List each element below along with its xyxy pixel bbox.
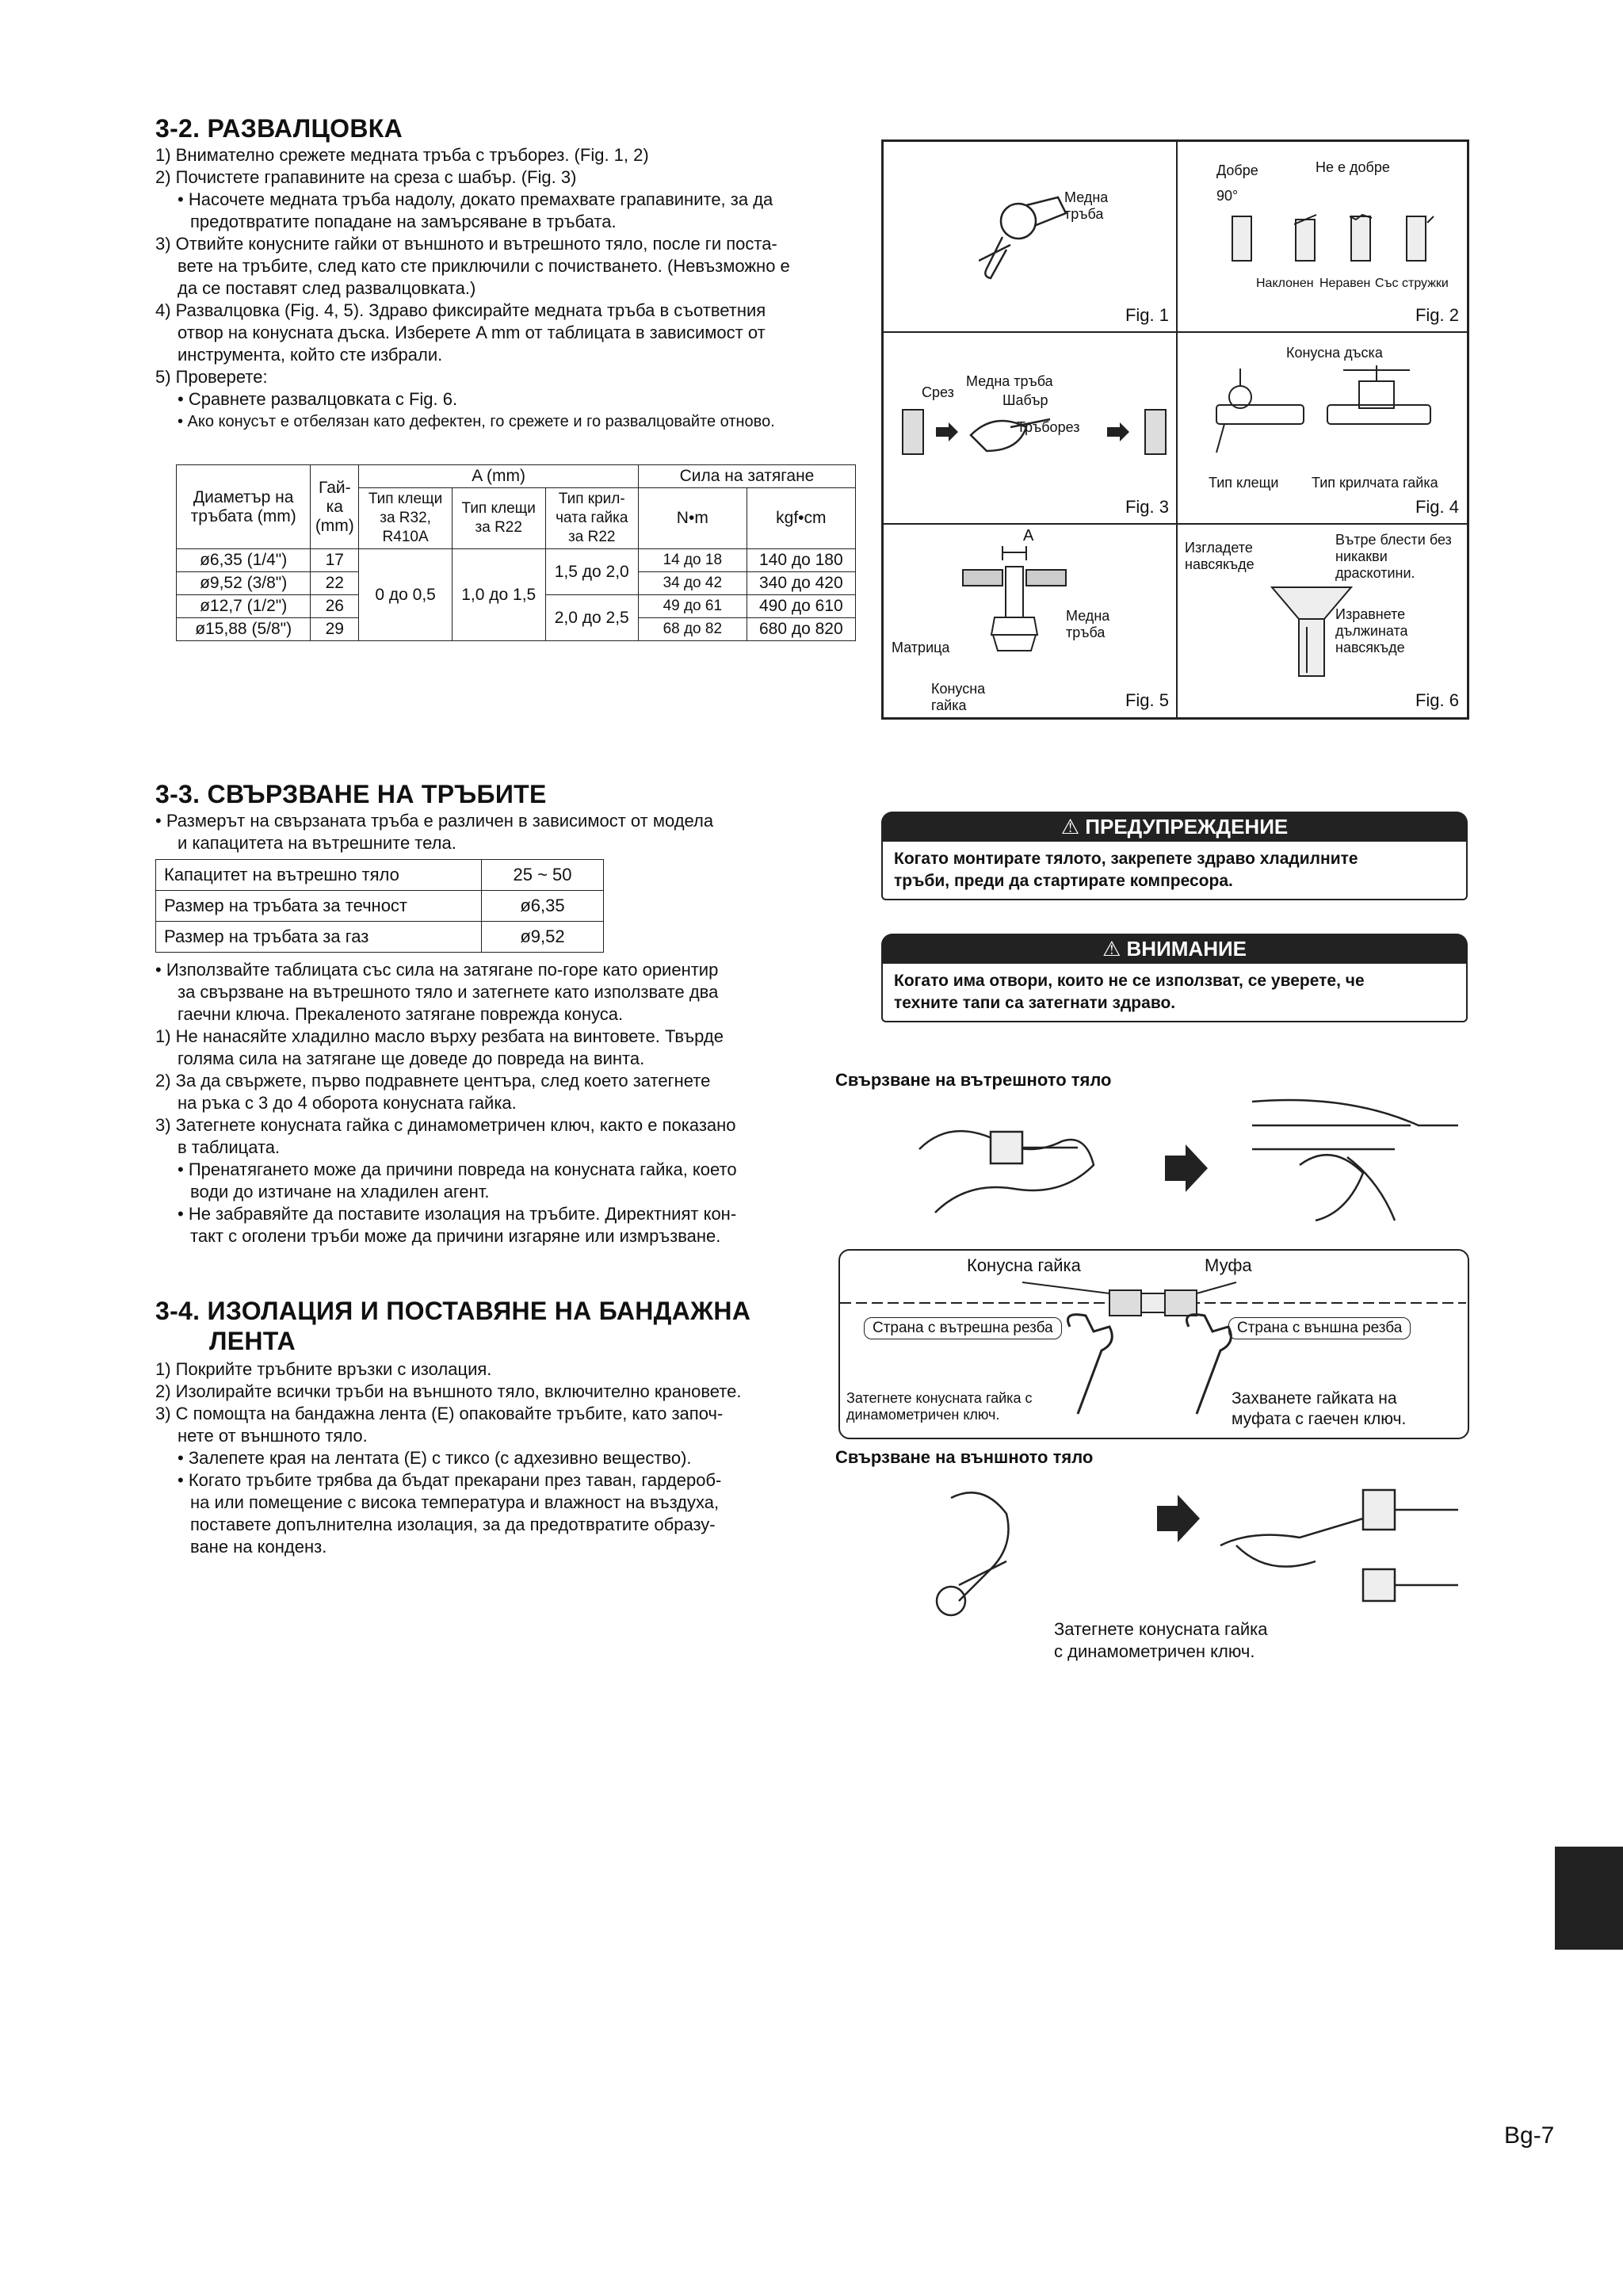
flare-tool-label: Конусна дъска	[1286, 345, 1383, 361]
section-3-3-body	[155, 959, 845, 1247]
text-line: • Залепете края на лентата (E) с тиксо (с адхезивно вещество).	[178, 1448, 692, 1468]
pipe-cutter-illustration	[979, 181, 1074, 292]
fig6-label: Fig. 6	[1415, 690, 1459, 710]
uneven-label: Неравен	[1319, 277, 1371, 290]
text-line: отвор на конусната дъска. Изберете A mm от таблицата в зависимост от	[178, 323, 766, 342]
text-line: инструмента, който сте избрали.	[178, 345, 443, 365]
warning-body	[881, 842, 1468, 900]
warning-text-line: тръби, преди да стартирате компресора.	[894, 872, 1233, 890]
tilted-label: Наклонен	[1256, 277, 1314, 290]
cell-a-wing-2: 2,0 до 2,5	[545, 595, 638, 641]
pipe-cut-comparison-illustration	[1224, 208, 1454, 272]
text-line: такт с оголени тръби може да причини изгаряне или измръзване.	[190, 1226, 721, 1246]
header-kgf: kgf•cm	[747, 488, 855, 549]
text-line: 1) Внимателно срежете медната тръба с тръборез. (Fig. 1, 2)	[155, 145, 649, 165]
copper-pipe-label: Медна тръба	[1064, 189, 1109, 222]
section-3-3-intro	[155, 810, 837, 854]
good-label: Добре	[1216, 162, 1258, 178]
text-line: 2) За да свържете, първо подравнете центъра, след което затегнете	[155, 1071, 711, 1091]
cut-label: Срез	[922, 384, 954, 400]
text-line: за свързване на вътрешното тяло и затегнете като използвате два	[178, 982, 719, 1002]
fig5-label: Fig. 5	[1125, 690, 1169, 710]
shine-label: Вътре блести без никакви драскотини.	[1335, 532, 1452, 581]
cell-kgf: 140 до 180	[747, 549, 855, 572]
caution-text-line: техните тапи са затегнати здраво.	[894, 994, 1176, 1012]
text-line: 3) С помощта на бандажна лента (E) опаковайте тръбите, като започ-	[155, 1404, 724, 1423]
text-line: • Сравнете развалцовката с Fig. 6.	[178, 389, 458, 409]
cell-key: Размер на тръбата за течност	[156, 891, 482, 922]
fig1-panel	[883, 141, 1178, 333]
cell-kgf: 490 до 610	[747, 595, 855, 618]
union-label: Муфа	[1205, 1255, 1252, 1275]
text-line: 3) Затегнете конусната гайка с динамометричен ключ, както е показано	[155, 1115, 736, 1135]
header-nut: Гай-ка (mm)	[311, 465, 359, 549]
hold-line: муфата с гаечен ключ.	[1232, 1410, 1407, 1428]
text-line: ване на конденз.	[190, 1537, 327, 1557]
flare-spec-table	[176, 464, 856, 641]
text-line: 2) Почистете грапавините на среза с шабър. (Fig. 3)	[155, 167, 577, 187]
outdoor-connection-illustration	[903, 1466, 1474, 1625]
cell-key: Размер на тръбата за газ	[156, 922, 482, 953]
figure-grid	[881, 139, 1469, 720]
text-line: • Не забравяйте да поставите изолация на тръбите. Директният кон-	[178, 1204, 737, 1224]
text-line: 2) Изолирайте всички тръби на външното тяло, включително крановете.	[155, 1381, 742, 1401]
inner-thread-side-label: Страна с вътрешна резба	[864, 1317, 1062, 1339]
cell-a-r32: 0 до 0,5	[359, 549, 453, 641]
warning-text-line: Когато монтирате тялото, закрепете здраво хладилните	[894, 850, 1358, 868]
a-dimension-label: A	[1023, 527, 1034, 544]
cell-key: Капацитет на вътрешно тяло	[156, 860, 482, 891]
cell-a-r22: 1,0 до 1,5	[452, 549, 545, 641]
outdoor-connection-title: Свързване на външното тяло	[835, 1447, 1094, 1467]
text-line: • Насочете медната тръба надолу, докато премахвате грапавините, за да	[178, 189, 773, 209]
text-line: води до изтичане на хладилен агент.	[190, 1182, 490, 1201]
page-number: Bg-7	[1504, 2122, 1555, 2149]
copper-pipe-label-3: Медна тръба	[1066, 608, 1110, 640]
fig2-label: Fig. 2	[1415, 305, 1459, 325]
cell-nut: 22	[311, 572, 359, 595]
fig1-label: Fig. 1	[1125, 305, 1169, 325]
text-line: поставете допълнителна изолация, за да предотвратите образу-	[190, 1515, 716, 1534]
text-line: предотвратите попадане на замърсяване в тръбата.	[190, 212, 617, 231]
section-3-2-body	[155, 144, 861, 433]
outdoor-note-line: Затегнете конусната гайка	[1054, 1619, 1268, 1639]
caution-header	[881, 934, 1468, 964]
angle-label: 90°	[1216, 188, 1239, 204]
cell-diameter: ø12,7 (1/2")	[177, 595, 311, 618]
text-line: в таблицата.	[178, 1137, 281, 1157]
hold-line: Захванете гайката на	[1232, 1389, 1397, 1408]
text-line: на или помещение с висока температура и влажност на въздуха,	[190, 1492, 720, 1512]
burrs-label: Със стружки	[1375, 277, 1449, 290]
warning-box	[881, 812, 1468, 900]
fig6-panel	[1176, 523, 1468, 718]
cell-nut: 26	[311, 595, 359, 618]
fig5-panel	[883, 523, 1178, 718]
cell-nm: 14 до 18	[638, 549, 747, 572]
header-tool-r22: Тип клещи за R22	[452, 488, 545, 549]
text-line: на ръка с 3 до 4 оборота конусната гайка.	[178, 1093, 517, 1113]
pipe-size-table	[155, 859, 604, 953]
arrow-right-icon-2	[1157, 1495, 1200, 1542]
flare-nut-label-2: Конусна гайка	[967, 1255, 1081, 1275]
text-line: и капацитета на вътрешните тела.	[178, 833, 456, 853]
text-line: гаечни ключа. Прекаленото затягане поврежда конуса.	[178, 1004, 624, 1024]
text-line: 4) Развалцовка (Fig. 4, 5). Здраво фиксирайте медната тръба в съответния	[155, 300, 766, 320]
text-line: да се поставят след развалцовката.)	[178, 278, 476, 298]
cell-a-wing-1: 1,5 до 2,0	[545, 549, 638, 595]
cell-diameter: ø6,35 (1/4")	[177, 549, 311, 572]
flare-die-illustration	[955, 546, 1074, 657]
hold-note	[1232, 1389, 1406, 1430]
table-row	[156, 860, 604, 891]
header-tool-wing: Тип крил-чата гайка за R22	[545, 488, 638, 549]
cell-kgf: 340 до 420	[747, 572, 855, 595]
tighten-note	[846, 1390, 1084, 1423]
deburring-illustration	[899, 403, 1169, 467]
header-torque: Сила на затягане	[638, 465, 855, 488]
cell-nm: 49 до 61	[638, 595, 747, 618]
pipe-cutter-label: Тръборез	[1017, 419, 1080, 435]
outdoor-note	[1054, 1618, 1267, 1663]
cell-value: ø9,52	[482, 922, 604, 953]
indoor-connection-title: Свързване на вътрешното тяло	[835, 1070, 1112, 1090]
cell-nut: 29	[311, 618, 359, 641]
text-line: голяма сила на затягане ще доведе до повреда на винта.	[178, 1049, 645, 1068]
wing-type-label: Тип крилчата гайка	[1312, 475, 1438, 491]
indoor-connection-illustration	[903, 1094, 1474, 1236]
text-line: 1) Покрийте тръбните връзки с изолация.	[155, 1359, 492, 1379]
outer-thread-side-label: Страна с външна резба	[1228, 1317, 1411, 1339]
caution-body	[881, 964, 1468, 1022]
table-row	[177, 549, 856, 572]
tighten-line: Затегнете конусната гайка с	[846, 1390, 1033, 1406]
text-line: • Когато тръбите трябва да бъдат прекарани през таван, гардероб-	[178, 1470, 722, 1490]
section-3-2-title: 3-2. РАЗВАЛЦОВКА	[155, 114, 403, 143]
fig3-panel	[883, 331, 1178, 525]
text-line: 5) Проверете:	[155, 367, 268, 387]
section-3-4-body	[155, 1358, 837, 1558]
fig4-panel	[1176, 331, 1468, 525]
clutch-type-label: Тип клещи	[1209, 475, 1279, 491]
die-label: Матрица	[892, 640, 950, 655]
text-line: • Размерът на свързаната тръба е различен в зависимост от модела	[155, 811, 714, 831]
caution-text-line: Когато има отвори, които не се използват, се уверете, че	[894, 972, 1365, 990]
not-good-label: Не е добре	[1316, 159, 1390, 175]
cell-nut: 17	[311, 549, 359, 572]
cell-diameter: ø15,88 (5/8")	[177, 618, 311, 641]
cell-nm: 68 до 82	[638, 618, 747, 641]
text-line: вете на тръбите, след като сте приключили с почистването. (Невъзможно е	[178, 256, 790, 276]
arrow-right-icon	[1165, 1144, 1208, 1192]
warning-icon: ⚠	[1060, 815, 1080, 839]
section-3-3-title: 3-3. СВЪРЗВАНЕ НА ТРЪБИТЕ	[155, 780, 547, 808]
cell-value: ø6,35	[482, 891, 604, 922]
even-length-label: Изравнете дължината навсякъде	[1335, 606, 1408, 655]
warning-header	[881, 812, 1468, 842]
outdoor-note-line: с динамометричен ключ.	[1054, 1641, 1255, 1661]
caution-icon: ⚠	[1102, 937, 1121, 961]
table-row	[156, 891, 604, 922]
header-tool-r32: Тип клещи за R32, R410A	[359, 488, 453, 549]
cell-nm: 34 до 42	[638, 572, 747, 595]
fig3-label: Fig. 3	[1125, 497, 1169, 517]
warning-title: ПРЕДУПРЕЖДЕНИЕ	[1085, 815, 1289, 839]
flare-union-panel	[838, 1249, 1469, 1439]
header-a: A (mm)	[359, 465, 639, 488]
section-3-4-title-cont: ЛЕНТА	[209, 1327, 296, 1355]
smooth-label: Изгладете навсякъде	[1185, 540, 1254, 572]
caution-title: ВНИМАНИЕ	[1126, 937, 1247, 961]
text-line: нете от външното тяло.	[178, 1426, 368, 1446]
text-line: • Пренатягането може да причини повреда на конусната гайка, което	[178, 1159, 737, 1179]
cell-kgf: 680 до 820	[747, 618, 855, 641]
reamer-label: Шабър	[1002, 392, 1048, 408]
flare-tool-illustration	[1209, 365, 1446, 460]
tighten-line: динамометричен ключ.	[846, 1407, 1000, 1423]
text-line: 1) Не нанасяйте хладилно масло върху резбата на винтовете. Твърде	[155, 1026, 724, 1046]
text-line: 3) Отвийте конусните гайки от външното и вътрешното тяло, после ги поста-	[155, 234, 777, 254]
fig2-panel	[1176, 141, 1468, 333]
section-side-tab	[1555, 1847, 1623, 1950]
table-row	[156, 922, 604, 953]
cell-value: 25 ~ 50	[482, 860, 604, 891]
section-3-4-title: 3-4. ИЗОЛАЦИЯ И ПОСТАВЯНЕ НА БАНДАЖНА	[155, 1297, 751, 1325]
cell-diameter: ø9,52 (3/8")	[177, 572, 311, 595]
text-line: • Ако конусът е отбелязан като дефектен, го срежете и го развалцовайте отново.	[178, 413, 775, 430]
header-diameter: Диаметър на тръбата (mm)	[177, 465, 311, 549]
flare-nut-label: Конусна гайка	[931, 681, 986, 713]
fig4-label: Fig. 4	[1415, 497, 1459, 517]
caution-box	[881, 934, 1468, 1022]
header-nm: N•m	[638, 488, 747, 549]
copper-pipe-label-2: Медна тръба	[966, 373, 1053, 389]
text-line: • Използвайте таблицата със сила на затягане по-горе като ориентир	[155, 960, 719, 980]
